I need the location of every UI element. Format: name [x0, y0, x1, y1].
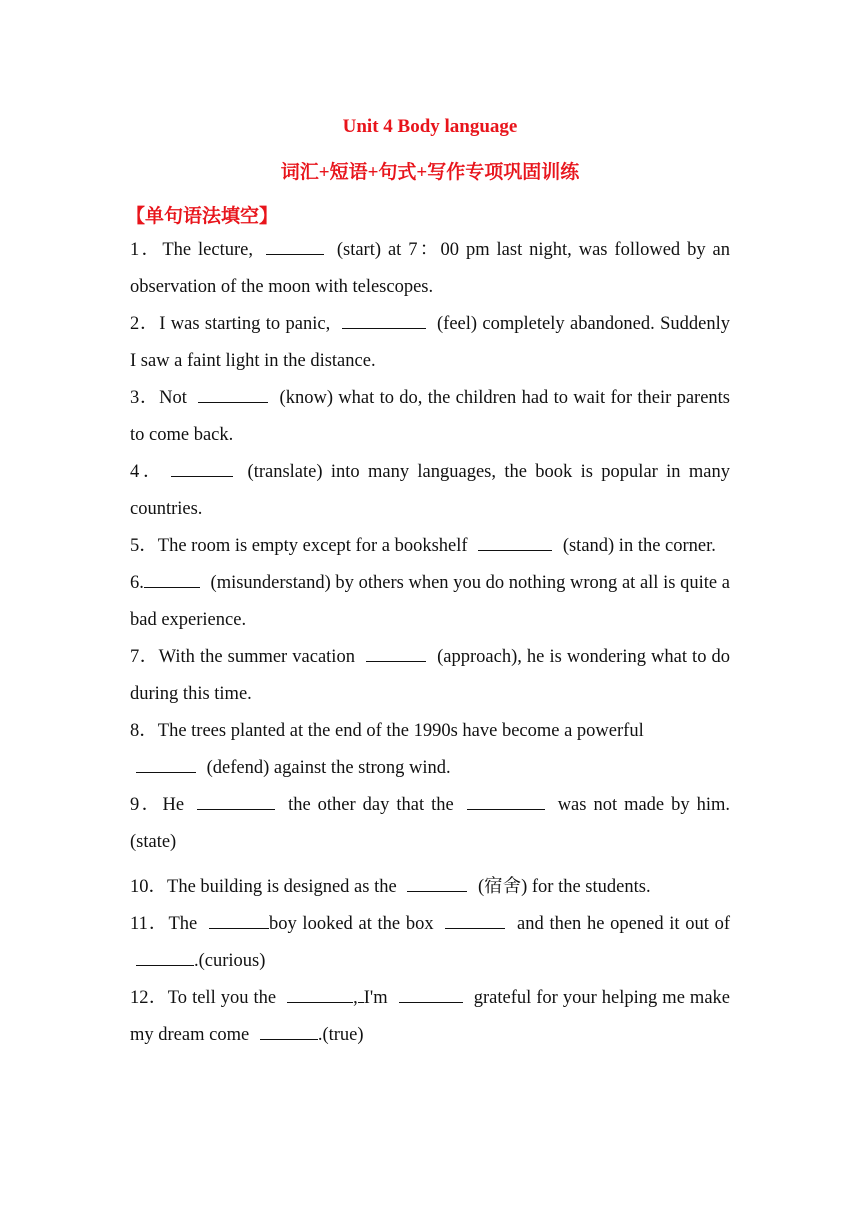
question-11: [130, 906, 730, 980]
section-heading: 【单句语法填空】: [126, 206, 279, 227]
question-7: [130, 639, 730, 713]
answer-blank[interactable]: [287, 984, 353, 1003]
question-9: [130, 787, 730, 861]
question-number: 12．: [130, 988, 168, 1008]
answer-blank[interactable]: [266, 236, 324, 255]
question-10: [130, 869, 730, 906]
question-number: 8．: [130, 721, 158, 741]
question-number: 5．: [130, 536, 158, 556]
answer-blank[interactable]: [171, 458, 233, 477]
question-text: (defend) against the strong wind.: [206, 758, 451, 778]
question-text: (approach), he is wondering what to do during this time.: [130, 647, 731, 704]
question-text: Not: [159, 388, 187, 408]
question-12: [130, 980, 730, 1054]
answer-blank[interactable]: [209, 910, 269, 929]
answer-blank[interactable]: [467, 791, 545, 810]
question-text: He: [162, 795, 185, 815]
answer-blank[interactable]: [260, 1021, 318, 1040]
worksheet-page: [126, 112, 731, 1054]
question-text: (start) at 7：00 pm last night, was followed by an observation of the moon with telescopes.: [130, 240, 730, 297]
question-text: grateful for your helping me make my dream come: [130, 988, 730, 1045]
question-1: [130, 232, 730, 306]
question-text: The: [168, 914, 198, 934]
question-6: [130, 565, 730, 639]
question-number: 4．: [130, 462, 166, 482]
question-text: (宿舍) for the students.: [477, 877, 651, 897]
question-text: With the summer vacation: [158, 647, 355, 667]
question-number: 11．: [130, 914, 169, 934]
question-text: .(true): [317, 1025, 364, 1045]
page-subtitle: 词汇+短语+句式+写作专项巩固训练: [280, 162, 580, 183]
question-text: (translate) into many languages, the book is popular in many countries.: [130, 462, 730, 519]
answer-blank[interactable]: [144, 569, 200, 588]
question-text: I was starting to panic,: [159, 314, 331, 334]
question-text: and then he opened it out of: [517, 914, 731, 934]
answer-blank[interactable]: [342, 310, 426, 329]
question-text: (stand) in the corner.: [562, 536, 716, 556]
question-number: 1．: [130, 240, 163, 260]
question-text: (feel) completely abandoned. Suddenly I saw a faint light in the distance.: [130, 314, 731, 371]
question-text: was not made by him.(state): [130, 795, 731, 852]
question-text: The building is designed as the: [167, 877, 397, 897]
answer-blank[interactable]: [399, 984, 463, 1003]
question-4: [130, 454, 730, 528]
question-text: To tell you the: [167, 988, 277, 1008]
question-8: [130, 713, 730, 787]
question-text: the other day that the: [288, 795, 454, 815]
question-number: 3．: [130, 388, 160, 408]
question-number: 2．: [130, 314, 160, 334]
answer-blank[interactable]: [198, 384, 268, 403]
question-text: (know) what to do, the children had to wait for their parents to come back.: [130, 388, 731, 445]
question-text: The lecture,: [162, 240, 253, 260]
answer-blank[interactable]: [366, 643, 426, 662]
question-text: boy looked at the box: [268, 914, 434, 934]
question-text: .(curious): [194, 951, 266, 971]
page-title: Unit 4 Body language: [342, 116, 518, 137]
question-2: [130, 306, 730, 380]
answer-blank[interactable]: [445, 910, 505, 929]
answer-blank[interactable]: [197, 791, 275, 810]
question-5: [130, 528, 730, 565]
answer-blank[interactable]: [407, 873, 467, 892]
question-3: [130, 380, 730, 454]
question-number: 6.: [130, 573, 144, 593]
answer-blank[interactable]: [136, 754, 196, 773]
question-number: 10．: [130, 877, 168, 897]
question-number: 9．: [130, 795, 163, 815]
question-text: The room is empty except for a bookshelf: [157, 536, 468, 556]
question-number: 7．: [130, 647, 159, 667]
question-text: The trees planted at the end of the 1990s have become a powerful: [157, 721, 644, 741]
question-text: I'm: [363, 988, 388, 1008]
answer-blank[interactable]: [136, 947, 194, 966]
question-text: ,: [353, 988, 358, 1008]
answer-blank[interactable]: [478, 532, 552, 551]
question-text: (misunderstand) by others when you do nothing wrong at all is quite a bad experience.: [130, 573, 730, 630]
